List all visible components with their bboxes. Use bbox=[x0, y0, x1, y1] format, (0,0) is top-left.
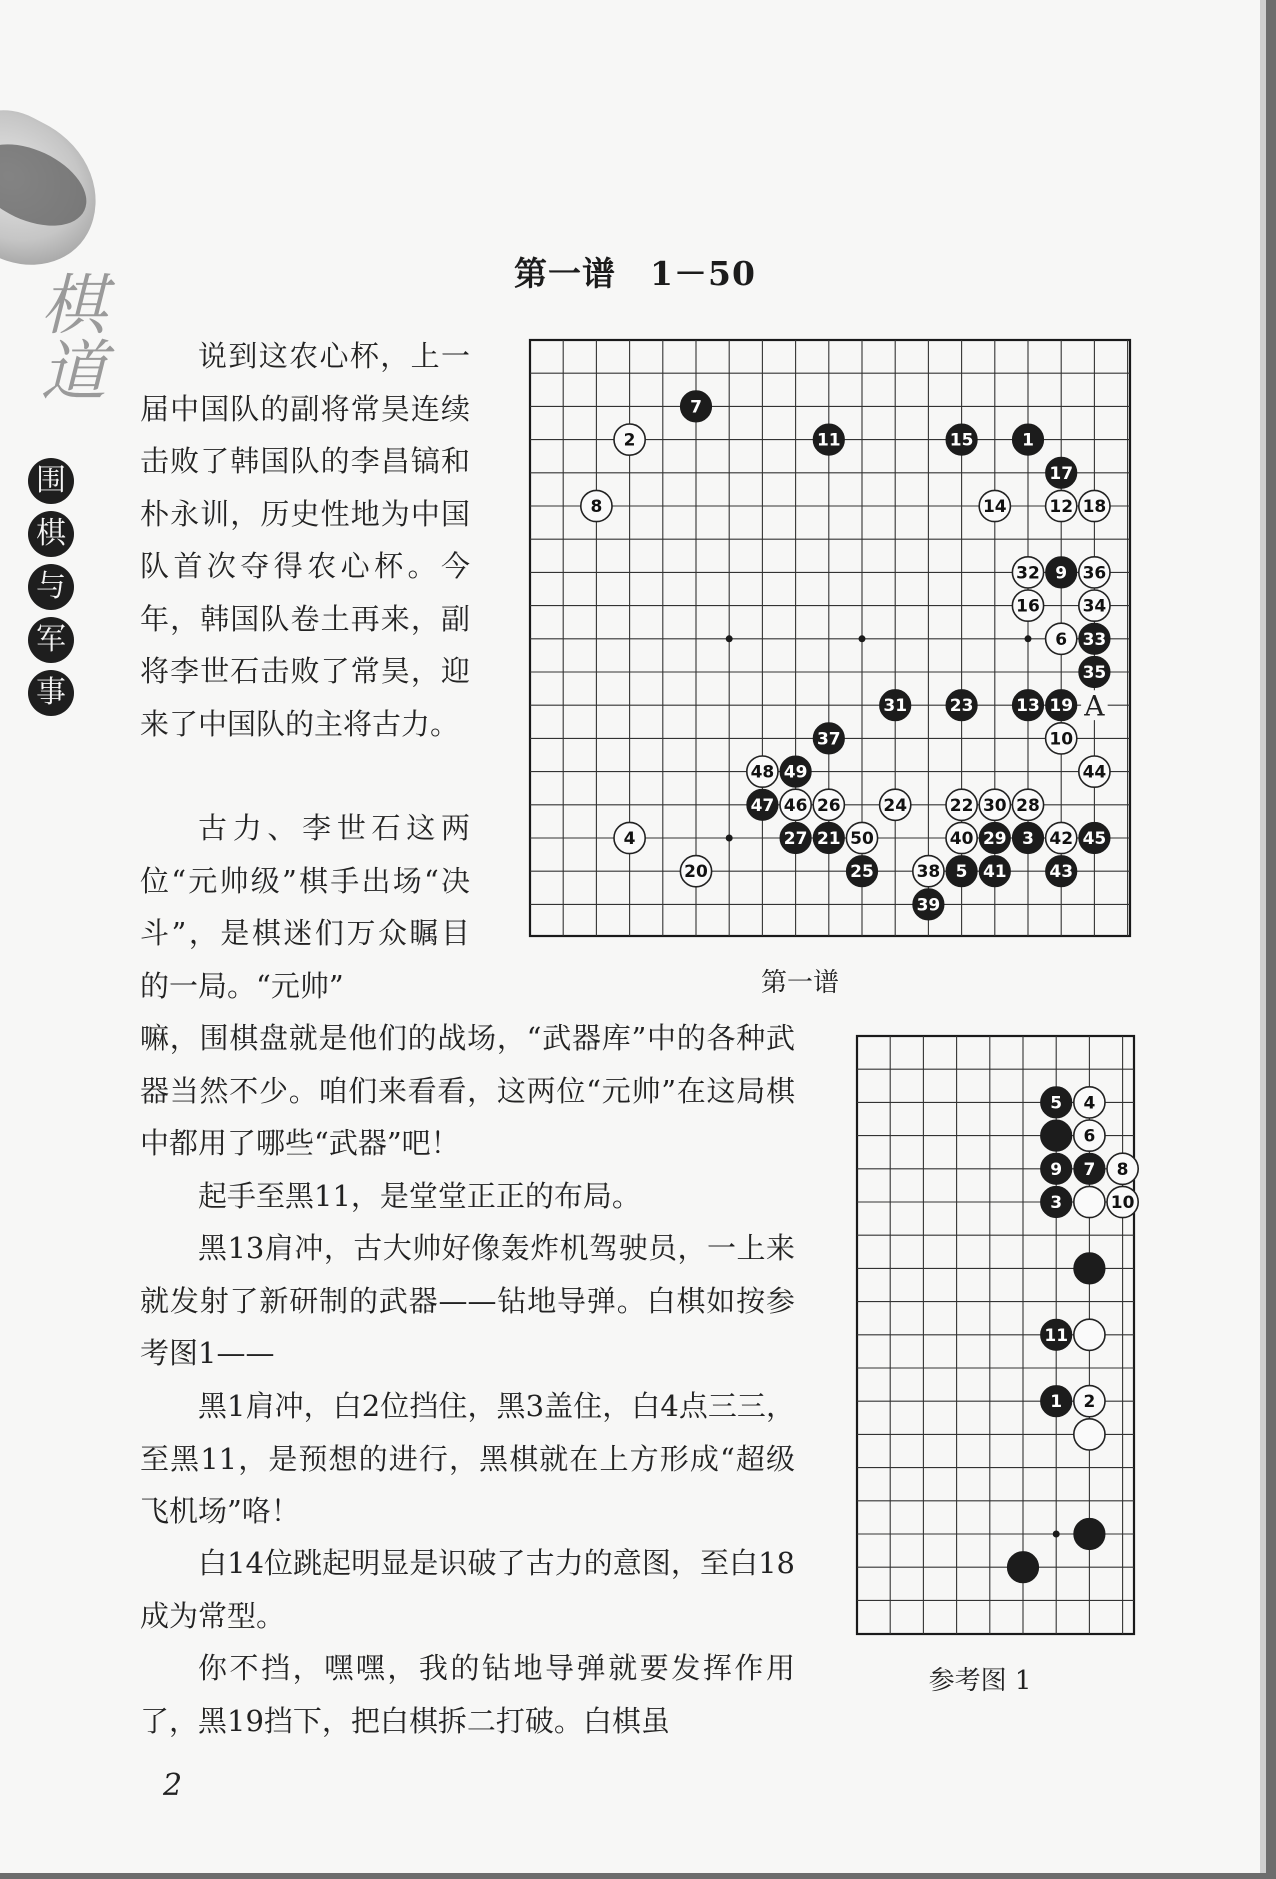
stone-number: 9 bbox=[1055, 563, 1068, 584]
black-stone-1 bbox=[1012, 424, 1043, 455]
stone-disc bbox=[1074, 1253, 1105, 1284]
stone-number: 27 bbox=[783, 829, 808, 849]
black-stone-35 bbox=[1079, 656, 1110, 687]
white-stone bbox=[1074, 1186, 1105, 1217]
stone-number: 44 bbox=[1082, 762, 1107, 783]
white-stone bbox=[1074, 1419, 1105, 1450]
paragraph-3: 起手至黑11，是堂堂正正的布局。 bbox=[198, 1179, 641, 1213]
white-stone-12 bbox=[1046, 490, 1077, 521]
white-stone-6 bbox=[1046, 623, 1077, 654]
stone-number: 35 bbox=[1082, 663, 1107, 683]
page-title: 第一谱 1－50 bbox=[514, 254, 756, 293]
stone-number: 36 bbox=[1082, 563, 1107, 584]
black-stone-11 bbox=[1041, 1319, 1072, 1350]
stone-number: 33 bbox=[1082, 629, 1107, 650]
black-stone-9 bbox=[1041, 1153, 1072, 1184]
white-stone-18 bbox=[1079, 490, 1110, 521]
white-stone-38 bbox=[913, 856, 944, 887]
stone-number: 22 bbox=[949, 795, 974, 816]
stone-number: 18 bbox=[1082, 497, 1107, 517]
stone-number: 15 bbox=[949, 430, 974, 451]
white-stone-16 bbox=[1012, 590, 1043, 621]
white-stone-42 bbox=[1046, 822, 1077, 853]
white-stone-46 bbox=[780, 789, 811, 820]
stone-number: 28 bbox=[1016, 795, 1040, 816]
series-subtitle-char: 事 bbox=[28, 670, 74, 716]
black-stone bbox=[1041, 1120, 1072, 1151]
stone-number: 49 bbox=[783, 762, 808, 783]
stone-number: 16 bbox=[1016, 596, 1040, 617]
go-diagram-2 bbox=[857, 1036, 1137, 1636]
stone-disc bbox=[1074, 1319, 1105, 1350]
white-stone-48 bbox=[747, 756, 778, 787]
black-stone-15 bbox=[946, 424, 977, 455]
diagram-1-caption: 第一谱 bbox=[760, 968, 839, 998]
stone-number: 7 bbox=[1083, 1159, 1096, 1180]
black-stone-11 bbox=[813, 424, 844, 455]
stone-number: 2 bbox=[623, 430, 636, 451]
black-stone-9 bbox=[1046, 557, 1077, 588]
series-subtitle bbox=[28, 458, 74, 723]
white-stone-10 bbox=[1107, 1186, 1138, 1217]
stone-number: 39 bbox=[916, 895, 941, 916]
diagram-2-caption: 参考图 1 bbox=[928, 1666, 1032, 1696]
black-stone-3 bbox=[1041, 1186, 1072, 1217]
white-stone-28 bbox=[1012, 789, 1043, 820]
stone-number: 29 bbox=[982, 829, 1007, 849]
stone-number: 10 bbox=[1110, 1193, 1135, 1213]
paragraph-2-cont: 嘛，围棋盘就是他们的战场，“武器库”中的各种武器当然不少。咱们来看看，这两位“元帅”在这局棋中都用了哪些“武器”吧！ bbox=[140, 1021, 795, 1160]
paragraph-6: 白14位跳起明显是识破了古力的意图，至白18成为常型。 bbox=[140, 1546, 795, 1633]
black-stone-21 bbox=[813, 822, 844, 853]
hoshi-point bbox=[726, 635, 733, 642]
black-stone-47 bbox=[747, 789, 778, 820]
black-stone bbox=[1007, 1552, 1038, 1583]
black-stone-3 bbox=[1012, 822, 1043, 853]
paragraph-2: 古力、李世石这两位“元帅级”棋手出场“决斗”，是棋迷们万众瞩目的一局。“元帅” bbox=[140, 811, 470, 1003]
stone-number: 3 bbox=[1050, 1193, 1063, 1213]
stone-number: 40 bbox=[949, 829, 974, 849]
black-stone-37 bbox=[813, 723, 844, 754]
hoshi-point bbox=[859, 635, 866, 642]
stone-number: 10 bbox=[1049, 729, 1074, 750]
stone-number: 42 bbox=[1049, 829, 1074, 849]
white-stone-14 bbox=[979, 490, 1010, 521]
black-stone-33 bbox=[1079, 623, 1110, 654]
paragraph-5: 黑1肩冲，白2位挡住，黑3盖住，白4点三三，至黑11，是预想的进行，黑棋就在上方形成“超级飞机场”咯！ bbox=[140, 1389, 795, 1528]
series-logo bbox=[22, 270, 112, 417]
white-stone-10 bbox=[1046, 723, 1077, 754]
stone-number: 38 bbox=[916, 862, 941, 883]
black-stone-25 bbox=[846, 856, 877, 887]
black-stone-19 bbox=[1046, 690, 1077, 721]
white-stone-26 bbox=[813, 789, 844, 820]
stone-number: 13 bbox=[1016, 696, 1040, 717]
black-stone-41 bbox=[979, 856, 1010, 887]
stone-number: 11 bbox=[1044, 1325, 1069, 1346]
white-stone-22 bbox=[946, 789, 977, 820]
white-stone-44 bbox=[1079, 756, 1110, 787]
series-subtitle-char: 围 bbox=[28, 458, 74, 504]
page-number: 2 bbox=[163, 1768, 183, 1803]
black-stone-1 bbox=[1041, 1386, 1072, 1417]
stone-number: 31 bbox=[883, 696, 908, 717]
white-stone-20 bbox=[680, 856, 711, 887]
stone-number: 11 bbox=[816, 430, 841, 451]
stone-disc bbox=[1074, 1518, 1105, 1549]
white-stone-8 bbox=[1107, 1153, 1138, 1184]
black-stone-27 bbox=[780, 822, 811, 853]
paragraph-4: 黑13肩冲，古大帅好像轰炸机驾驶员，一上来就发射了新研制的武器——钻地导弹。白棋如按参考图1—— bbox=[140, 1231, 795, 1370]
black-stone-43 bbox=[1046, 856, 1077, 887]
stone-number: 30 bbox=[982, 795, 1007, 816]
white-stone-2 bbox=[1074, 1386, 1105, 1417]
stone-number: 5 bbox=[1050, 1093, 1063, 1114]
black-stone-39 bbox=[913, 889, 944, 920]
stone-disc bbox=[1041, 1120, 1072, 1151]
stone-number: 45 bbox=[1082, 829, 1107, 849]
series-subtitle-char: 棋 bbox=[28, 511, 74, 557]
stone-number: 32 bbox=[1016, 563, 1040, 584]
black-stone-5 bbox=[1041, 1087, 1072, 1118]
series-calligraphy: 棋道 bbox=[29, 270, 106, 402]
stone-number: 24 bbox=[883, 795, 908, 816]
hoshi-point bbox=[1025, 635, 1032, 642]
black-stone-7 bbox=[1074, 1153, 1105, 1184]
stone-number: 25 bbox=[850, 862, 874, 883]
black-stone-31 bbox=[880, 690, 911, 721]
stone-number: 8 bbox=[1116, 1159, 1129, 1180]
stone-number: 4 bbox=[1083, 1093, 1096, 1114]
black-stone bbox=[1074, 1253, 1105, 1284]
paragraph-7: 你不挡，嘿嘿，我的钻地导弹就要发挥作用了，黑19挡下，把白棋拆二打破。白棋虽 bbox=[140, 1651, 795, 1738]
stone-number: 19 bbox=[1049, 696, 1074, 717]
stone-number: 7 bbox=[690, 397, 702, 418]
stone-disc bbox=[1074, 1186, 1105, 1217]
white-stone bbox=[1074, 1319, 1105, 1350]
black-stone-49 bbox=[780, 756, 811, 787]
white-stone-6 bbox=[1074, 1120, 1105, 1151]
white-stone-40 bbox=[946, 822, 977, 853]
stone-number: 37 bbox=[816, 729, 841, 750]
white-stone-34 bbox=[1079, 590, 1110, 621]
white-stone-36 bbox=[1079, 557, 1110, 588]
white-stone-32 bbox=[1012, 557, 1043, 588]
black-stone-45 bbox=[1079, 822, 1110, 853]
white-stone-2 bbox=[614, 424, 645, 455]
stone-number: 34 bbox=[1082, 596, 1107, 617]
stone-number: 50 bbox=[850, 829, 874, 849]
stone-number: 5 bbox=[955, 862, 968, 883]
stone-number: 2 bbox=[1083, 1392, 1096, 1413]
black-stone-29 bbox=[979, 822, 1010, 853]
series-subtitle-char: 与 bbox=[28, 564, 74, 610]
stone-number: 17 bbox=[1049, 463, 1074, 484]
stone-disc bbox=[1007, 1552, 1038, 1583]
stone-number: 47 bbox=[750, 795, 775, 816]
white-stone-24 bbox=[880, 789, 911, 820]
stone-number: 9 bbox=[1050, 1159, 1063, 1180]
black-stone-5 bbox=[946, 856, 977, 887]
stone-number: 1 bbox=[1050, 1392, 1063, 1413]
stone-number: 43 bbox=[1049, 862, 1074, 883]
stone-disc bbox=[1074, 1419, 1105, 1450]
black-stone-17 bbox=[1046, 457, 1077, 488]
stone-number: 1 bbox=[1022, 430, 1034, 451]
stone-number: 41 bbox=[982, 862, 1007, 883]
stone-number: 4 bbox=[623, 829, 636, 849]
board-mark-label: A bbox=[1084, 689, 1105, 723]
black-stone bbox=[1074, 1518, 1105, 1549]
stone-number: 6 bbox=[1055, 629, 1068, 650]
paragraph-1: 说到这农心杯，上一届中国队的副将常昊连续击败了韩国队的李昌镐和朴永训，历史性地为中国队首次夺得农心杯。今年，韩国队卷土再来，副将李世石击败了常昊，迎来了中国队的主将古力。 bbox=[140, 339, 470, 741]
stone-number: 48 bbox=[750, 762, 775, 783]
white-stone-4 bbox=[614, 822, 645, 853]
stone-number: 20 bbox=[684, 862, 708, 883]
stone-number: 6 bbox=[1083, 1126, 1096, 1147]
stone-number: 12 bbox=[1049, 497, 1074, 517]
go-diagram-1 bbox=[530, 340, 1130, 940]
black-stone-13 bbox=[1012, 690, 1043, 721]
stone-number: 23 bbox=[949, 696, 974, 717]
stone-number: 8 bbox=[590, 497, 603, 517]
white-stone-50 bbox=[846, 822, 877, 853]
stone-number: 21 bbox=[816, 829, 841, 849]
stone-number: 46 bbox=[783, 795, 808, 816]
white-stone-4 bbox=[1074, 1087, 1105, 1118]
white-stone-8 bbox=[581, 490, 612, 521]
stone-number: 14 bbox=[982, 497, 1007, 517]
series-subtitle-char: 军 bbox=[28, 617, 74, 663]
black-stone-7 bbox=[680, 391, 711, 422]
black-stone-23 bbox=[946, 690, 977, 721]
stone-number: 3 bbox=[1022, 829, 1034, 849]
hoshi-point bbox=[1053, 1531, 1060, 1538]
stone-number: 26 bbox=[816, 795, 841, 816]
white-stone-30 bbox=[979, 789, 1010, 820]
hoshi-point bbox=[726, 835, 733, 842]
